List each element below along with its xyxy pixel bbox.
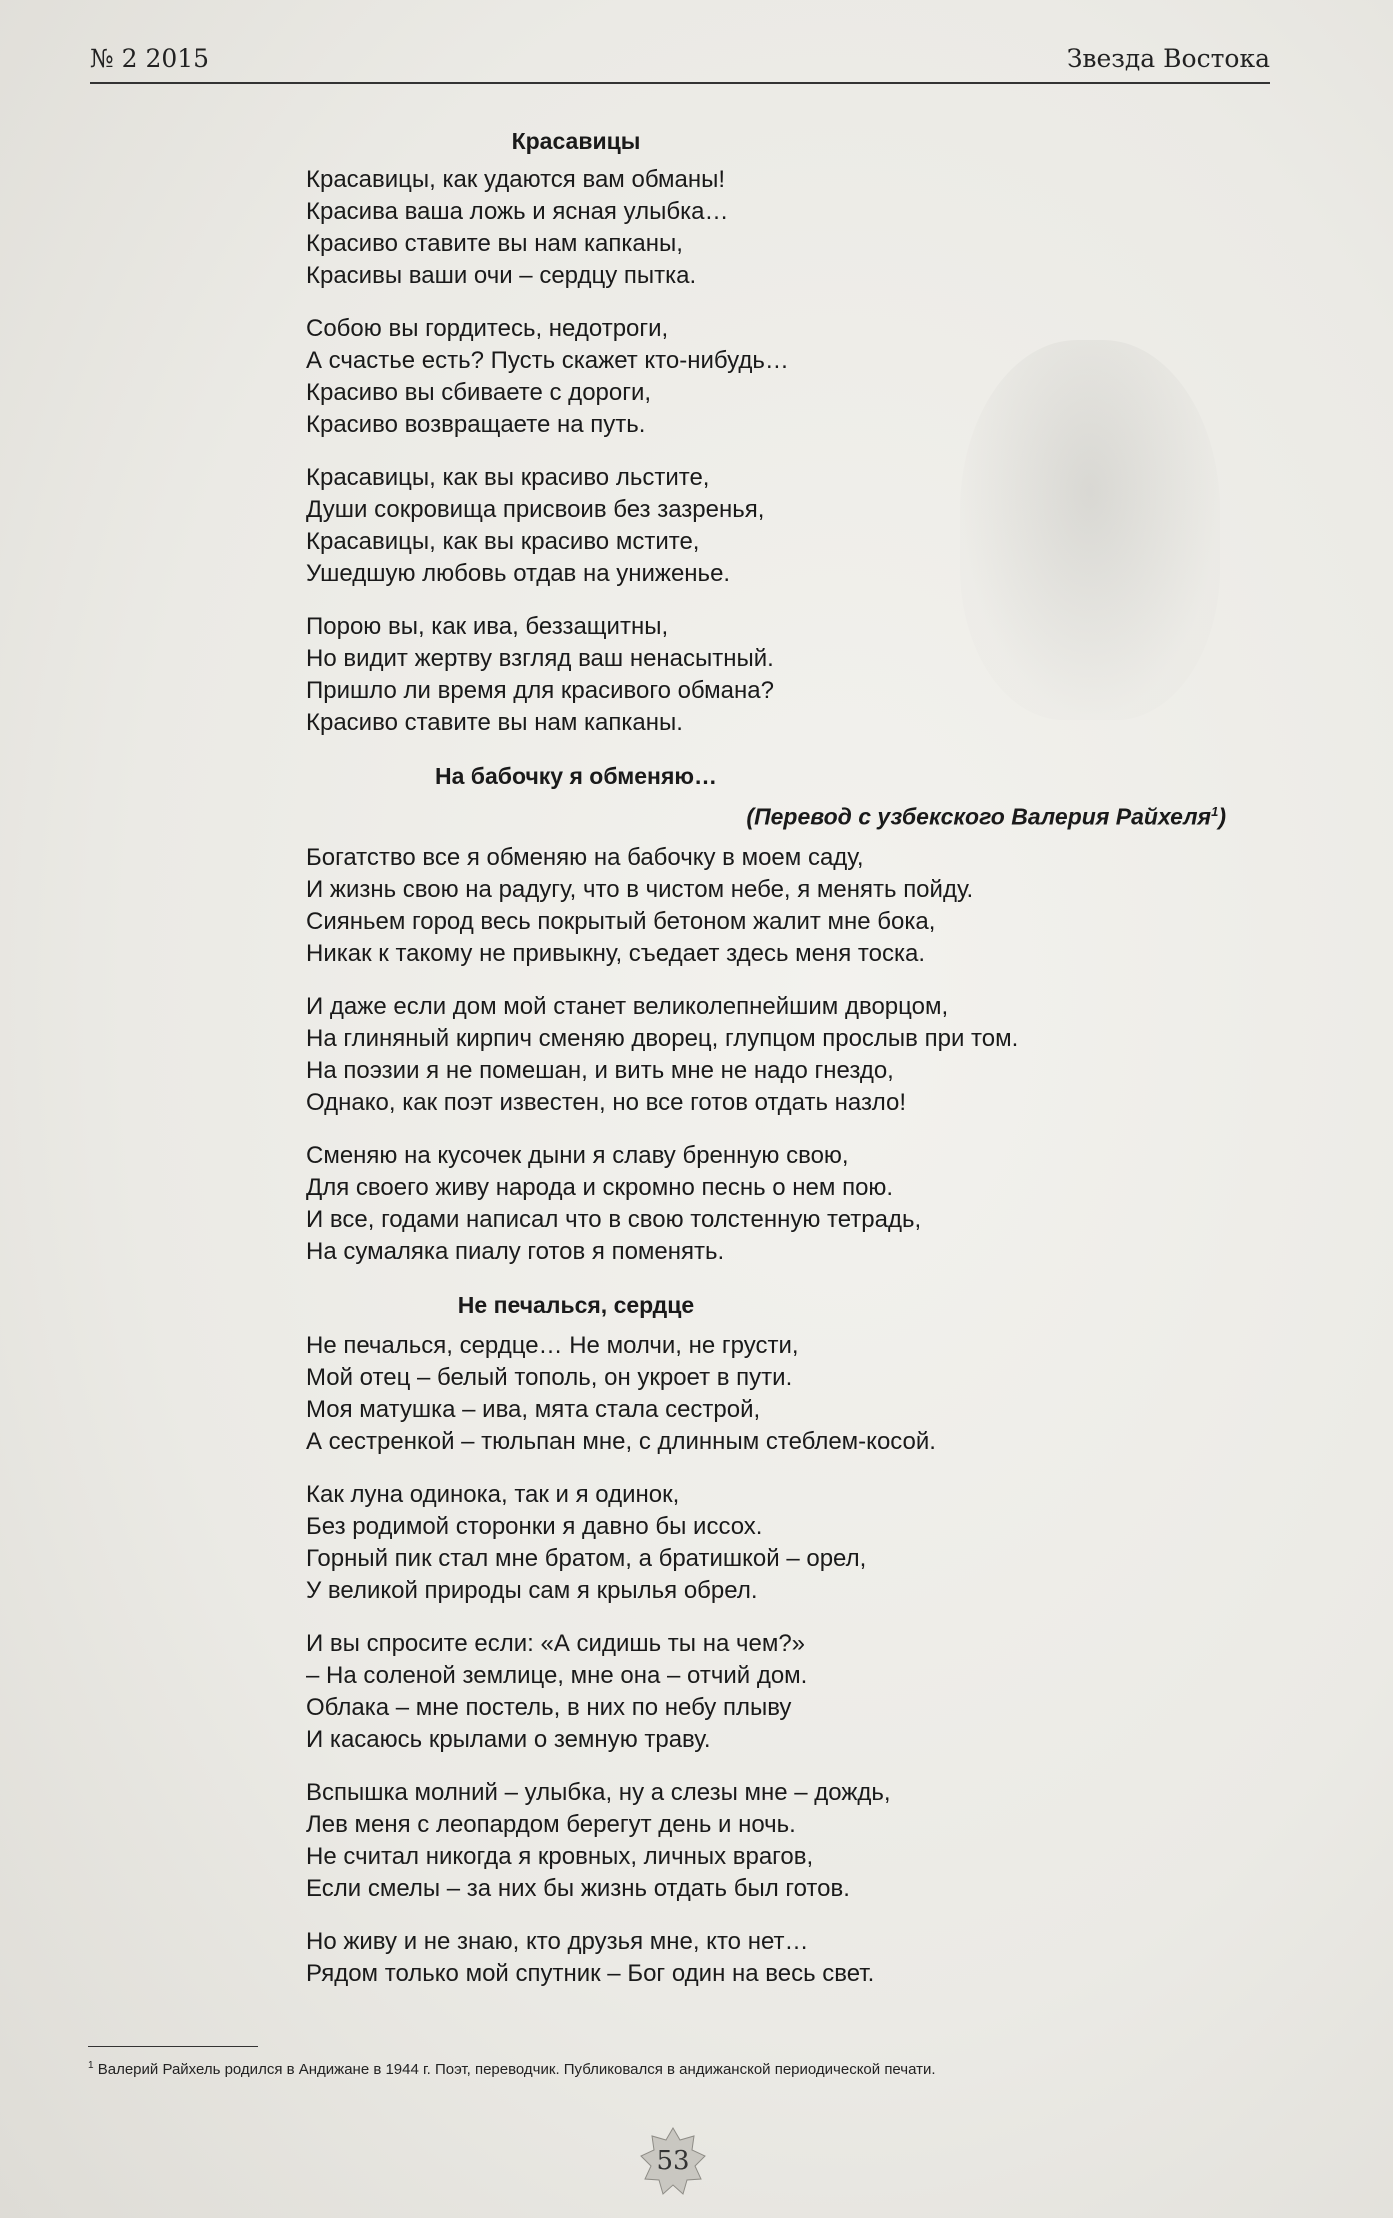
verse-line: Мой отец – белый тополь, он укроет в пути. xyxy=(306,1363,793,1391)
stanza xyxy=(306,1777,1226,1905)
header-rule xyxy=(90,82,1270,84)
poem-title: На бабочку я обменяю… xyxy=(434,763,718,789)
verse-line: Если смелы – за них бы жизнь отдать был готов. xyxy=(306,1874,850,1902)
stanza xyxy=(306,462,1226,590)
verse-line: Собою вы гордитесь, недотроги, xyxy=(306,315,669,342)
verse-line: Сменяю на кусочек дыни я славу бренную свою, xyxy=(306,1141,849,1169)
verse-line: Красиво вы сбиваете с дороги, xyxy=(306,379,652,406)
stanza xyxy=(306,1140,1226,1268)
verse-line: Моя матушка – ива, мята стала сестрой, xyxy=(306,1395,761,1423)
verse-line: Никак к такому не привыкну, съедает здесь меня тоска. xyxy=(306,939,926,967)
poem-krasavitsy xyxy=(306,126,1226,739)
verse-line: Красавицы, как вы красиво льстите, xyxy=(306,464,710,491)
issue-number: № 2 2015 xyxy=(90,44,210,73)
verse-line: И касаюсь крылами о земную траву. xyxy=(306,1725,711,1753)
verse-line: На сумаляка пиалу готов я поменять. xyxy=(306,1237,725,1265)
verse-line: Горный пик стал мне братом, а братишкой – орел, xyxy=(306,1544,867,1572)
translator-text: (Перевод с узбекского Валерия Райхеля xyxy=(746,803,1212,830)
verse-line: – На соленой землице, мне она – отчий дом. xyxy=(306,1661,808,1689)
verse-line: Но живу и не знаю, кто друзья мне, кто нет… xyxy=(306,1927,809,1955)
verse-line: На поэзии я не помешан, и вить мне не надо гнездо, xyxy=(306,1056,894,1084)
poems-column xyxy=(306,126,1226,1990)
stanza xyxy=(306,164,1226,292)
verse-line: Для своего живу народа и скромно песнь о нем пою. xyxy=(306,1173,894,1201)
verse-line: На глиняный кирпич сменяю дворец, глупцом прослыв при том. xyxy=(306,1024,1019,1052)
footnote-rule xyxy=(88,2046,258,2047)
poem-title: Красавицы xyxy=(511,128,641,154)
stanza xyxy=(306,1628,1226,1756)
verse-line: И даже если дом мой станет великолепнейшим дворцом, xyxy=(306,992,949,1020)
footnote-mark: 1 xyxy=(1211,804,1219,819)
verse-line: Красиво ставите вы нам капканы. xyxy=(306,709,683,736)
verse-line: И жизнь свою на радугу, что в чистом небе, я менять пойду. xyxy=(306,875,974,903)
poem-title: Не печалься, сердце xyxy=(457,1291,695,1318)
footnote-text: Валерий Райхель родился в Андижане в 1944 г. Поэт, переводчик. Публиковался в андижанской периодической печати. xyxy=(93,2061,936,2078)
verse-line: Красива ваша ложь и ясная улыбка… xyxy=(306,198,729,225)
verse-line: Не считал никогда я кровных, личных врагов, xyxy=(306,1842,814,1870)
poem-na-babochku xyxy=(306,761,1226,1268)
poem-ne-pechalsya xyxy=(306,1290,1226,1990)
verse-line: У великой природы сам я крылья обрел. xyxy=(306,1576,758,1604)
journal-title: Звезда Востока xyxy=(1066,44,1270,73)
verse-line: Богатство все я обменяю на бабочку в моем саду, xyxy=(306,843,864,871)
verse-line: Красавицы, как удаются вам обманы! xyxy=(306,166,726,193)
translator-close: ) xyxy=(1218,803,1226,830)
verse-line: Рядом только мой спутник – Бог один на весь свет. xyxy=(306,1959,875,1987)
verse-line: Пришло ли время для красивого обмана? xyxy=(306,677,774,704)
running-header xyxy=(90,44,1270,80)
verse-line: Красавицы, как вы красиво мстите, xyxy=(306,528,700,555)
stanza xyxy=(306,842,1226,970)
verse-line: Души сокровища присвоив без зазренья, xyxy=(306,496,765,523)
verse-line: Облака – мне постель, в них по небу плыву xyxy=(306,1693,792,1721)
verse-line: Ушедшую любовь отдав на униженье. xyxy=(306,560,731,587)
verse-line: Не печалься, сердце… Не молчи, не грусти, xyxy=(306,1331,799,1359)
footnote xyxy=(88,2060,936,2078)
verse-line: И вы спросите если: «А сидишь ты на чем?» xyxy=(306,1629,806,1657)
page-number-badge xyxy=(638,2126,708,2196)
stanza xyxy=(306,1330,1226,1458)
verse-line: Сияньем город весь покрытый бетоном жалит мне бока, xyxy=(306,907,936,935)
verse-line: Красивы ваши очи – сердцу пытка. xyxy=(306,262,697,289)
stanza xyxy=(306,313,1226,441)
verse-line: Красиво ставите вы нам капканы, xyxy=(306,230,683,257)
verse-line: И все, годами написал что в свою толстенную тетрадь, xyxy=(306,1205,922,1233)
verse-line: Но видит жертву взгляд ваш ненасытный. xyxy=(306,645,774,672)
stanza xyxy=(306,1926,1226,1990)
verse-line: А счастье есть? Пусть скажет кто-нибудь… xyxy=(306,347,789,374)
verse-line: Лев меня с леопардом берегут день и ночь. xyxy=(306,1810,796,1838)
verse-line: Красиво возвращаете на путь. xyxy=(306,411,646,438)
verse-line: Порою вы, как ива, беззащитны, xyxy=(306,613,669,640)
verse-line: Вспышка молний – улыбка, ну а слезы мне – дождь, xyxy=(306,1778,891,1806)
page-number: 53 xyxy=(656,2146,690,2176)
translator-credit xyxy=(306,797,1226,832)
stanza xyxy=(306,1479,1226,1607)
verse-line: Как луна одинока, так и я одинок, xyxy=(306,1480,680,1508)
verse-line: Без родимой сторонки я давно бы иссох. xyxy=(306,1512,763,1540)
verse-line: А сестренкой – тюльпан мне, с длинным стеблем-косой. xyxy=(306,1427,936,1455)
footnote-mark: 1 xyxy=(88,2060,94,2071)
stanza xyxy=(306,611,1226,739)
verse-line: Однако, как поэт известен, но все готов отдать назло! xyxy=(306,1088,907,1116)
stanza xyxy=(306,991,1226,1119)
